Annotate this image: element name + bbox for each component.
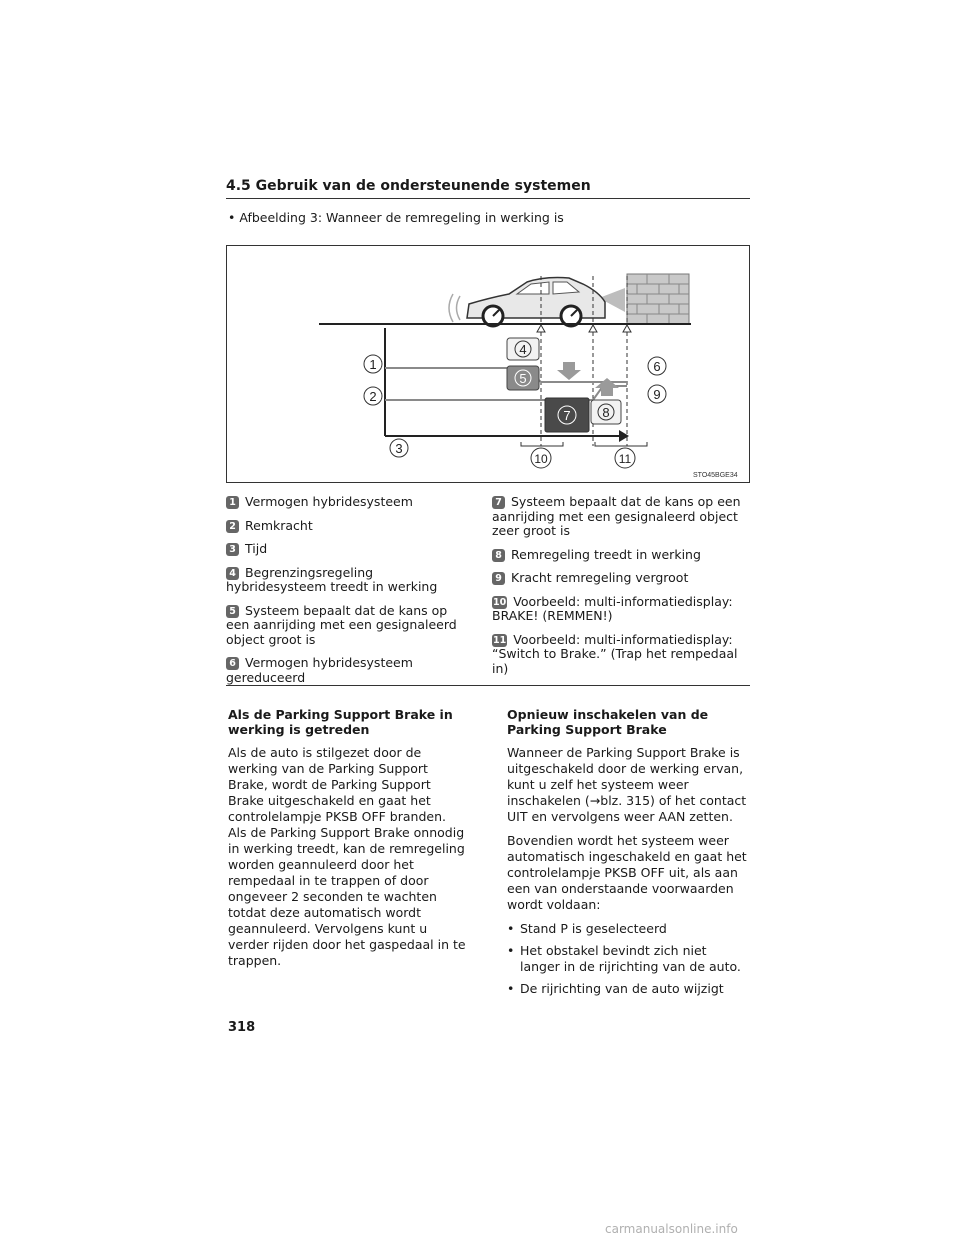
legend-number: 10 — [493, 596, 507, 608]
callout-3 — [390, 439, 408, 457]
callout-10 — [531, 448, 551, 468]
legend-number: 7 — [492, 496, 505, 509]
brick-wall — [627, 274, 689, 324]
legend-number: 8 — [492, 549, 505, 562]
callout-11 — [615, 448, 635, 468]
section-paragraph: Wanneer de Parking Support Brake is uitgeschakeld door de werking ervan, kunt u zelf het systeem weer inschakelen (→blz. 315) of het contact UIT en vervolgens weer AAN zetten. — [507, 745, 747, 824]
section-paragraph: Bovendien wordt het systeem weer automatisch ingeschakeld en gaat het controlelampje PKSB OFF uit, als aan een van onderstaande voorwaarden wordt voldaan: — [507, 833, 747, 912]
callout-9 — [648, 385, 666, 403]
legend-item — [492, 571, 752, 586]
legend-number: 4 — [226, 567, 239, 580]
section-title: 4.5 Gebruik van de ondersteunende systemen — [226, 178, 750, 199]
svg-text:8: 8 — [602, 405, 610, 420]
legend-number: 5 — [226, 605, 239, 618]
legend-item — [226, 495, 466, 510]
legend-text: Vermogen hybridesysteem — [245, 494, 413, 509]
arrow-down-icon — [557, 362, 581, 380]
legend-item — [492, 633, 752, 677]
legend-left — [226, 495, 466, 694]
callout-1 — [364, 355, 382, 373]
callout-2 — [364, 387, 382, 405]
car-icon — [467, 278, 605, 327]
legend-text: Voorbeeld: multi-informatiedisplay: BRAKE! (REMMEN!) — [492, 593, 733, 623]
figure-intro: • Afbeelding 3: Wanneer de remregeling in werking is — [228, 210, 564, 225]
section-reactivate — [507, 707, 747, 1003]
watermark: carmanualsonline.info — [605, 1222, 738, 1236]
legend-text: Kracht remregeling vergroot — [511, 570, 689, 585]
legend-text: Tijd — [245, 541, 268, 556]
legend-item — [226, 566, 466, 595]
svg-text:2: 2 — [369, 389, 377, 404]
brake-control-diagram — [226, 245, 750, 483]
hybrid-power-line — [385, 368, 627, 382]
svg-text:9: 9 — [653, 387, 661, 402]
svg-text:7: 7 — [563, 408, 571, 423]
callout-6 — [648, 357, 666, 375]
svg-text:10: 10 — [534, 452, 548, 466]
legend-item — [226, 519, 466, 534]
list-item: • Stand P is geselecteerd — [507, 921, 747, 937]
figure-code: STO45BGE34 — [693, 472, 738, 479]
legend-number: 1 — [226, 496, 239, 509]
legend-text: Systeem bepaalt dat de kans op een aanrijding met een gesignaleerd object groot is — [226, 602, 457, 647]
page-number: 318 — [228, 1020, 256, 1035]
divider — [226, 685, 750, 686]
legend-text: Vermogen hybridesysteem gereduceerd — [226, 655, 413, 685]
legend-item — [492, 595, 752, 624]
legend-item — [492, 495, 752, 539]
svg-text:5: 5 — [519, 371, 527, 386]
legend-number: 9 — [492, 572, 505, 585]
section-parking-brake-active — [228, 707, 468, 977]
list-item: • De rijrichting van de auto wijzigt — [507, 981, 747, 997]
legend-number: 6 — [226, 657, 239, 670]
svg-text:4: 4 — [519, 342, 527, 357]
legend-text: Systeem bepaalt dat de kans op een aanrijding met een gesignaleerd object zeer groot is — [492, 494, 741, 538]
legend-right — [492, 495, 752, 685]
legend-item — [226, 656, 466, 685]
svg-text:1: 1 — [369, 357, 377, 372]
svg-text:11: 11 — [618, 452, 632, 466]
section-heading: Als de Parking Support Brake in werking is getreden — [228, 707, 453, 737]
svg-text:3: 3 — [395, 441, 403, 456]
section-body: Als de auto is stilgezet door de werking van de Parking Support Brake, wordt de Parking Support Brake uitgeschakeld en gaat het controlelampje PKSB OFF branden. Als de Parking Support Brake onnodig in werking treedt, kan de remregeling worden geannuleerd door het rempedaal in te trappen of door ongeveer 2 seconden te wachten totdat deze automatisch wordt geannuleerd. Vervolgens kunt u verder rijden door het gaspedaal in te trappen. — [228, 745, 466, 968]
legend-text: Remkracht — [245, 517, 313, 533]
legend-text: Voorbeeld: multi-informatiedisplay: “Switch to Brake.” (Trap het rempedaal in) — [492, 631, 738, 676]
list-item: • Het obstakel bevindt zich niet langer in de rijrichting van de auto. — [507, 943, 747, 975]
legend-item — [226, 542, 466, 557]
legend-number: 2 — [226, 520, 239, 533]
brake-force-line — [385, 386, 627, 400]
legend-item — [492, 548, 752, 563]
legend-text: Begrenzingsregeling hybridesysteem treedt in werking — [226, 564, 438, 594]
legend-number: 3 — [226, 543, 239, 556]
legend-text: Remregeling treedt in werking — [511, 546, 701, 562]
condition-list — [507, 921, 747, 997]
legend-number: 11 — [493, 634, 507, 646]
legend-item — [226, 604, 466, 648]
section-heading: Opnieuw inschakelen van de Parking Support Brake — [507, 707, 709, 737]
svg-text:6: 6 — [653, 359, 661, 374]
